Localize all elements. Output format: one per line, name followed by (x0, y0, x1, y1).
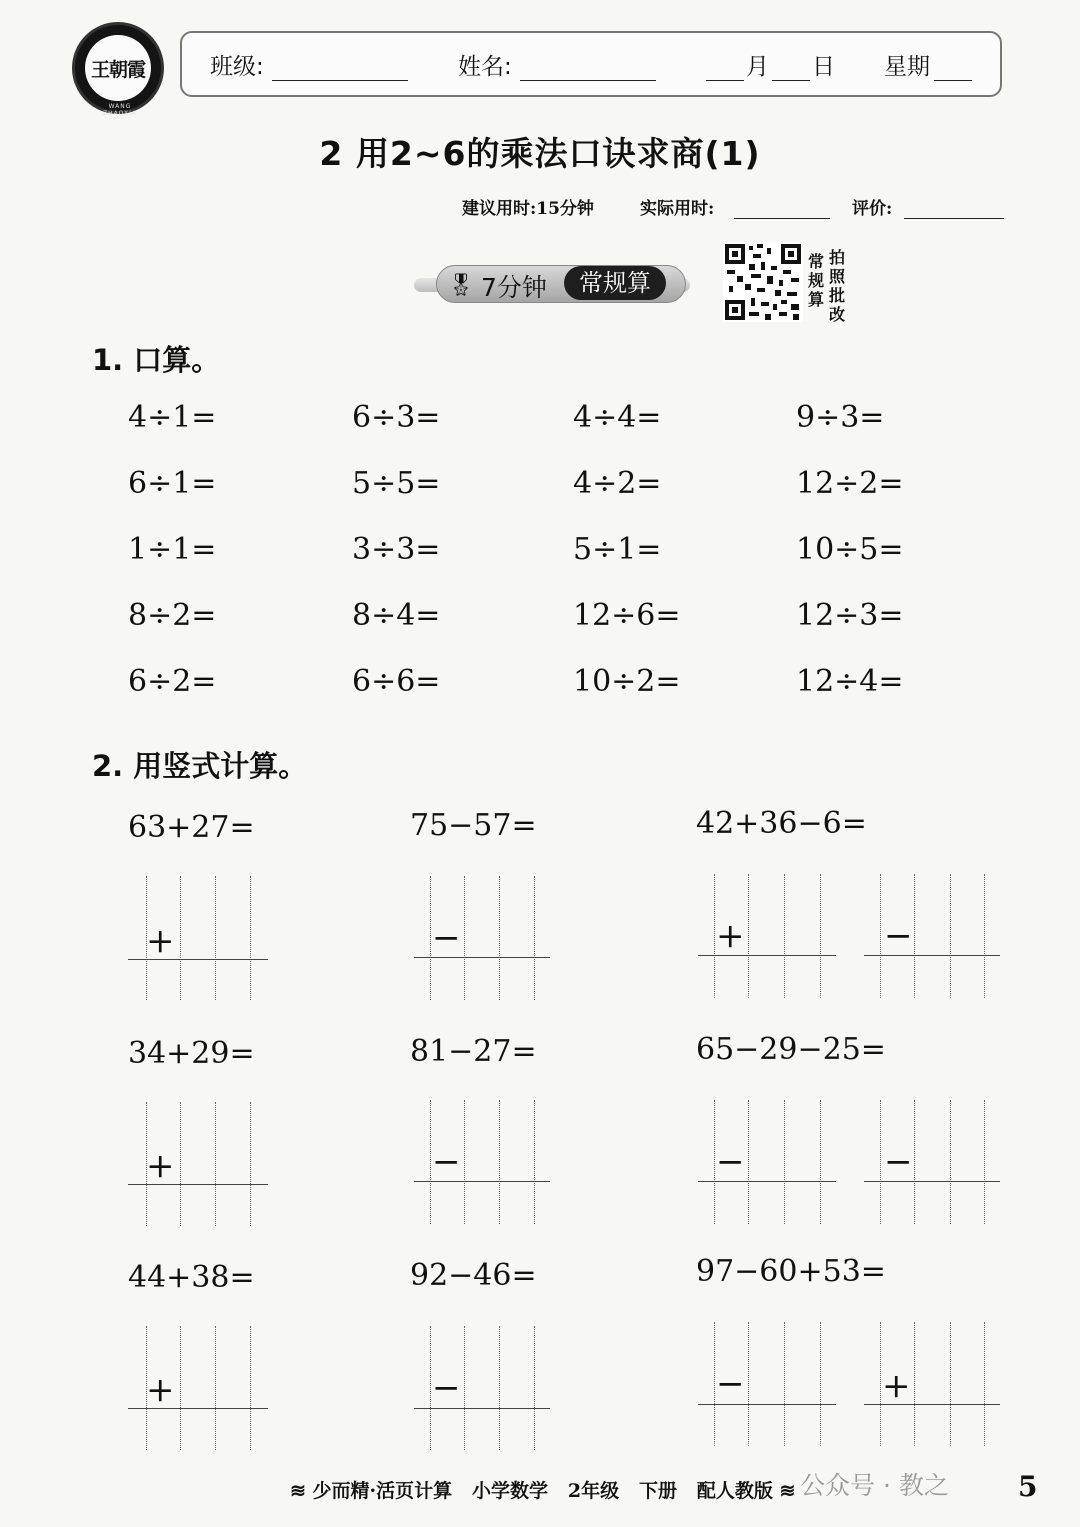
vertical-calc-grid[interactable] (414, 1100, 550, 1224)
wechat-watermark: 公众号 · 教之 (800, 1471, 949, 1500)
logo-badge (85, 35, 151, 101)
logo-name: 王朝霞 (90, 59, 145, 81)
day-label: 日 (812, 54, 835, 80)
vertical-problem: 42+36−6= (696, 806, 867, 841)
vertical-problem: 81−27= (410, 1034, 537, 1069)
operator-sign: − (884, 916, 913, 956)
medal-icon: 🎖 (447, 273, 475, 298)
qr-note-photo-grading: 拍照批改 (829, 248, 846, 324)
qr-note-routine: 常规算 (808, 252, 825, 309)
vertical-problem: 44+38= (128, 1260, 255, 1295)
vertical-calc-grid[interactable] (864, 1322, 1000, 1446)
vertical-calc-grid[interactable] (698, 874, 836, 998)
day-blank[interactable] (772, 52, 810, 81)
vertical-problem: 75−57= (410, 808, 537, 843)
page-number: 5 (1018, 1470, 1038, 1503)
oral-problem: 12÷3= (796, 598, 904, 633)
vertical-calc-grid[interactable] (128, 876, 268, 1000)
oral-problem: 5÷1= (573, 532, 662, 567)
oral-problem: 5÷5= (352, 466, 441, 501)
oral-problem: 6÷1= (128, 466, 217, 501)
actual-time-blank[interactable] (734, 190, 830, 219)
operator-sign: − (716, 1142, 745, 1182)
operator-sign: + (146, 1146, 175, 1186)
vertical-calc-grid[interactable] (698, 1100, 836, 1224)
footer-edition: 配人教版 ≋ (696, 1480, 796, 1502)
vertical-calc-grid[interactable] (864, 1100, 1000, 1224)
vertical-calc-grid[interactable] (698, 1322, 836, 1446)
operator-sign: + (882, 1366, 911, 1406)
oral-problem: 12÷2= (796, 466, 904, 501)
oral-problem: 8÷4= (352, 598, 441, 633)
operator-sign: + (146, 921, 175, 961)
operator-sign: + (716, 916, 745, 956)
oral-problem: 6÷2= (128, 664, 217, 699)
vertical-calc-grid[interactable] (128, 1102, 268, 1226)
class-label: 班级: (210, 54, 264, 80)
operator-sign: − (432, 1142, 461, 1182)
footer-grade: 2年级 (567, 1480, 620, 1502)
vertical-problem: 65−29−25= (696, 1032, 886, 1067)
vertical-problem: 92−46= (410, 1258, 537, 1293)
vertical-calc-grid[interactable] (414, 1326, 550, 1450)
footer-subject: 小学数学 (472, 1480, 549, 1502)
oral-problem: 12÷4= (796, 664, 904, 699)
footer-volume: 下册 (638, 1480, 677, 1502)
name-label: 姓名: (458, 54, 512, 80)
name-blank[interactable] (520, 52, 656, 81)
operator-sign: − (432, 918, 461, 958)
vertical-calc-grid[interactable] (128, 1326, 268, 1450)
operator-sign: + (146, 1370, 175, 1410)
timer-tag: 常规算 (564, 266, 666, 300)
oral-problem: 4÷1= (128, 400, 217, 435)
oral-problem: 4÷4= (573, 400, 662, 435)
weekday-blank[interactable] (934, 52, 972, 81)
oral-problem: 6÷3= (352, 400, 441, 435)
operator-sign: − (716, 1364, 745, 1404)
rating-label: 评价: (852, 199, 893, 219)
vertical-calc-grid[interactable] (414, 876, 550, 1000)
footer-series: ≋ 少而精·活页计算 (290, 1480, 453, 1502)
rating-blank[interactable] (904, 190, 1004, 219)
timer-duration: 7分钟 (481, 273, 547, 302)
actual-time-label: 实际用时: (640, 199, 715, 219)
operator-sign: − (884, 1142, 913, 1182)
section2-title: 2. 用竖式计算。 (92, 749, 308, 783)
logo-subtext: WANG ZHAOXIA (103, 103, 137, 117)
vertical-problem: 97−60+53= (696, 1254, 886, 1289)
month-label: 月 (746, 54, 769, 80)
oral-problem: 3÷3= (352, 532, 441, 567)
vertical-problem: 63+27= (128, 810, 255, 845)
month-blank[interactable] (706, 52, 744, 81)
section1-title: 1. 口算。 (92, 343, 221, 377)
oral-problem: 9÷3= (796, 400, 885, 435)
oral-problem: 6÷6= (352, 664, 441, 699)
oral-problem: 1÷1= (128, 532, 217, 567)
publisher-logo (72, 22, 164, 117)
qr-code-icon[interactable] (723, 242, 803, 322)
vertical-problem: 34+29= (128, 1036, 255, 1071)
footer-info (290, 1476, 795, 1503)
weekday-label: 星期 (884, 54, 930, 80)
oral-problem: 8÷2= (128, 598, 217, 633)
page-title: 2 用2~6的乘法口诀求商(1) (319, 134, 761, 173)
operator-sign: − (432, 1368, 461, 1408)
vertical-calc-grid[interactable] (864, 874, 1000, 998)
oral-problem: 4÷2= (573, 466, 662, 501)
class-blank[interactable] (272, 52, 408, 81)
oral-problem: 10÷5= (796, 532, 904, 567)
oral-problem: 12÷6= (573, 598, 681, 633)
oral-problem: 10÷2= (573, 664, 681, 699)
suggested-time: 建议用时:15分钟 (462, 199, 594, 219)
